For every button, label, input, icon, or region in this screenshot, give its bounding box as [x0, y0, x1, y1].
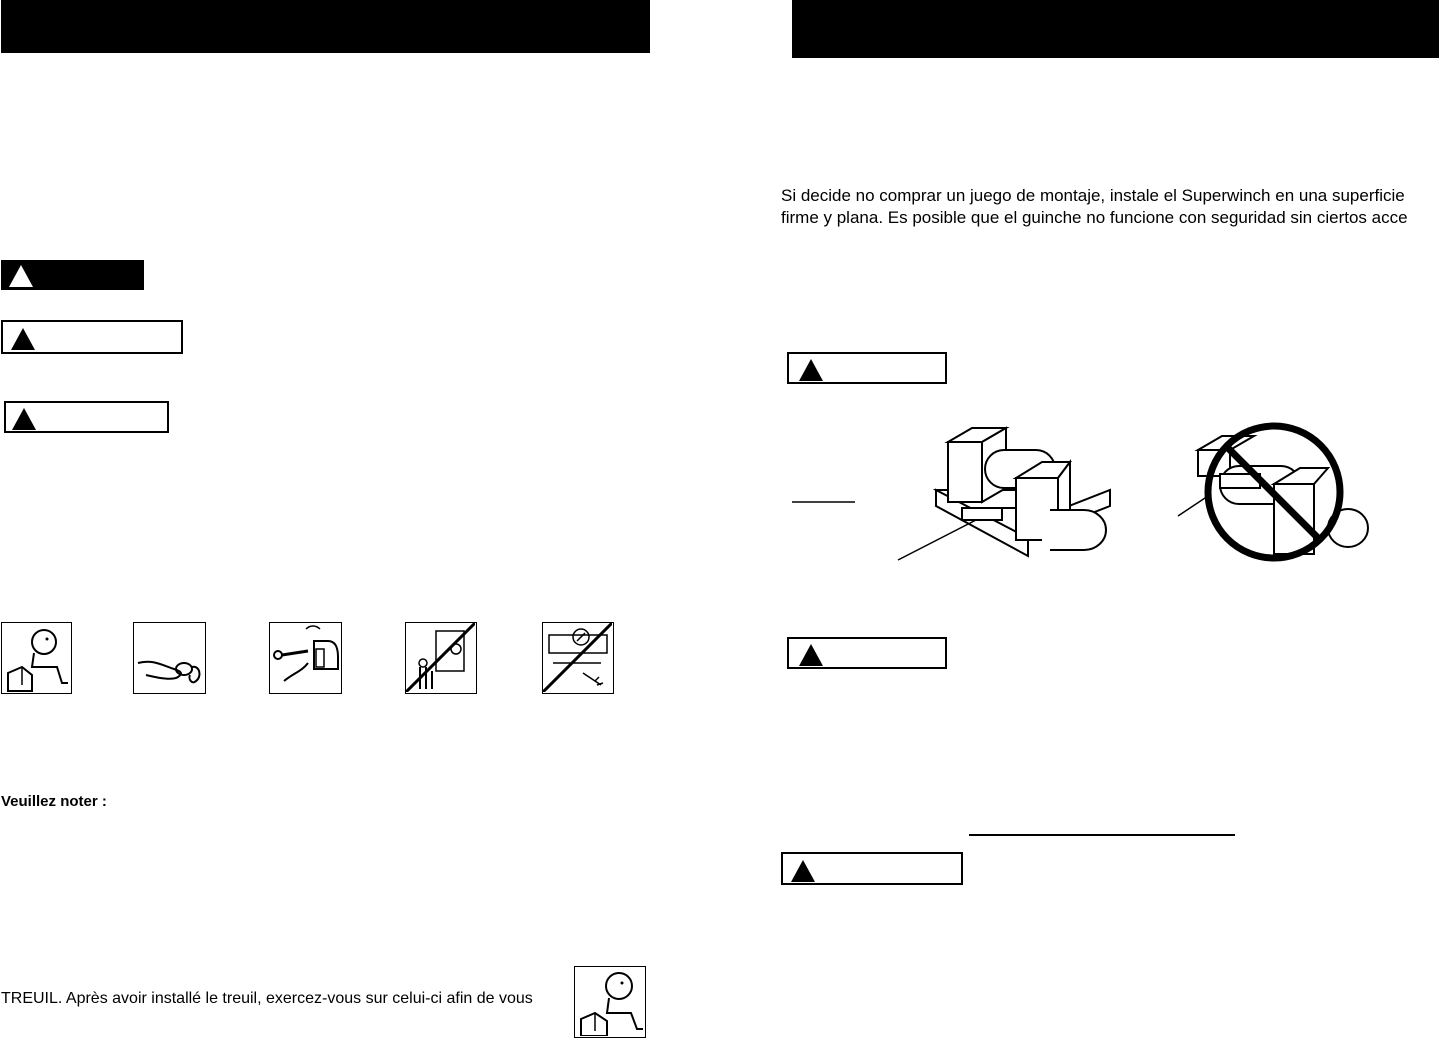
- warning-triangle-icon: [12, 408, 36, 430]
- warning-triangle-icon: [9, 265, 33, 287]
- warning-label: [787, 637, 947, 669]
- left-header-bar: [1, 0, 650, 53]
- hook-hand-icon: [133, 622, 206, 694]
- intro-line-1: Si decide no comprar un juego de montaje, instale el Superwinch en una superficie: [781, 186, 1405, 205]
- warning-triangle-icon: [11, 328, 35, 350]
- read-manual-icon: [574, 966, 646, 1038]
- right-header-bar: [792, 0, 1439, 58]
- warning-label: [787, 352, 947, 384]
- warning-label: [1, 320, 183, 354]
- danger-label: [1, 260, 144, 290]
- caution-label: [4, 401, 169, 433]
- correct-mount-winch: [936, 428, 1110, 556]
- note-label: Veuillez noter :: [1, 793, 107, 810]
- read-manual-icon: [1, 622, 72, 694]
- warning-triangle-icon: [799, 359, 823, 381]
- warning-label: [781, 852, 963, 885]
- underline-rule: [969, 834, 1235, 836]
- footer-text: TREUIL. Après avoir installé le treuil, exercez-vous sur celui-ci afin de vous: [1, 990, 533, 1007]
- warning-triangle-icon: [799, 644, 823, 666]
- no-transport-icon: [542, 622, 614, 694]
- no-lifting-people-icon: [405, 622, 477, 694]
- remote-control-icon: [269, 622, 342, 694]
- warning-triangle-icon: [791, 860, 815, 882]
- mounting-diagram: [780, 410, 1400, 580]
- intro-line-2: firme y plana. Es posible que el guinche no funcione con seguridad sin ciertos acce: [781, 208, 1408, 227]
